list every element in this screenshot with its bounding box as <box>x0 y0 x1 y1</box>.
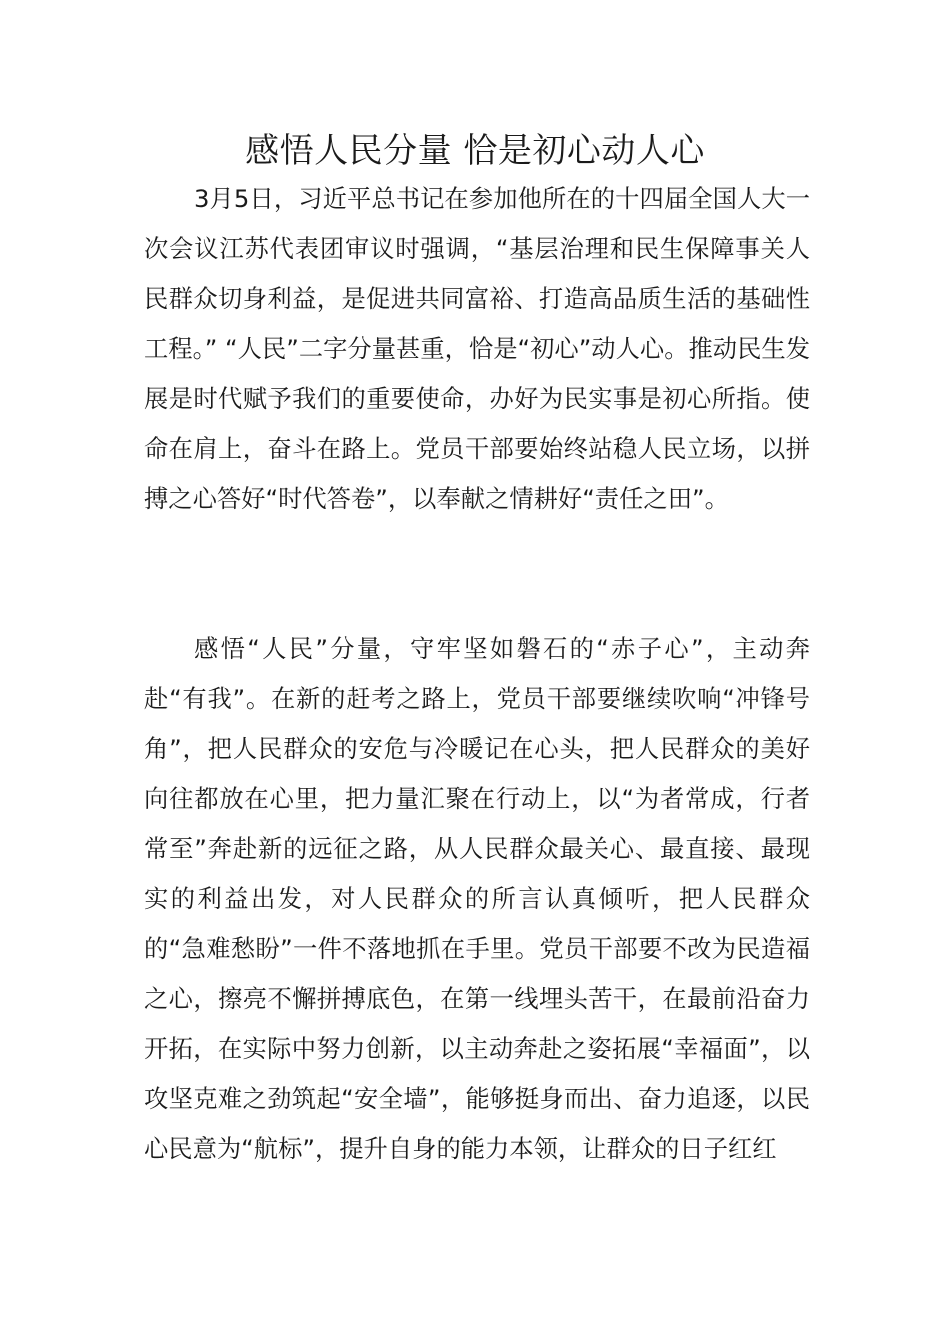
paragraph-1: 3月5日，习近平总书记在参加他所在的十四届全国人大一次会议江苏代表团审议时强调，“基层治理和民生保障事关人民群众切身利益，是促进共同富裕、打造高品质生活的基础性工程。” “人民”二字分量甚重，恰是“初心”动人心。推动民生发展是时代赋予我们的重要使命，办好为民实事是初心所指。使命在肩上，奋斗在路上。党员干部要始终站稳人民立场，以拼搏之心答好“时代答卷”，以奉献之情耕好“责任之田”。 <box>144 184 810 513</box>
page-title: 感悟人民分量 恰是初心动人心 <box>245 131 705 171</box>
paragraph-2: 感悟“人民”分量，守牢坚如磐石的“赤子心”，主动奔赴“有我”。在新的赶考之路上，党员干部要继续吹响“冲锋号角”，把人民群众的安危与冷暖记在心头，把人民群众的美好向往都放在心里，把力量汇聚在行动上，以“为者常成，行者常至”奔赴新的远征之路，从人民群众最关心、最直接、最现实的利益出发，对人民群众的所言认真倾听，把人民群众的“急难愁盼”一件不落地抓在手里。党员干部要不改为民造福之心，擦亮不懈拼搏底色，在第一线埋头苦干，在最前沿奋力开拓，在实际中努力创新，以主动奔赴之姿拓展“幸福面”，以攻坚克难之劲筑起“安全墙”，能够挺身而出、奋力追逐，以民心民意为“航标”，提升自身的能力本领，让群众的日子红红 <box>144 634 810 1163</box>
